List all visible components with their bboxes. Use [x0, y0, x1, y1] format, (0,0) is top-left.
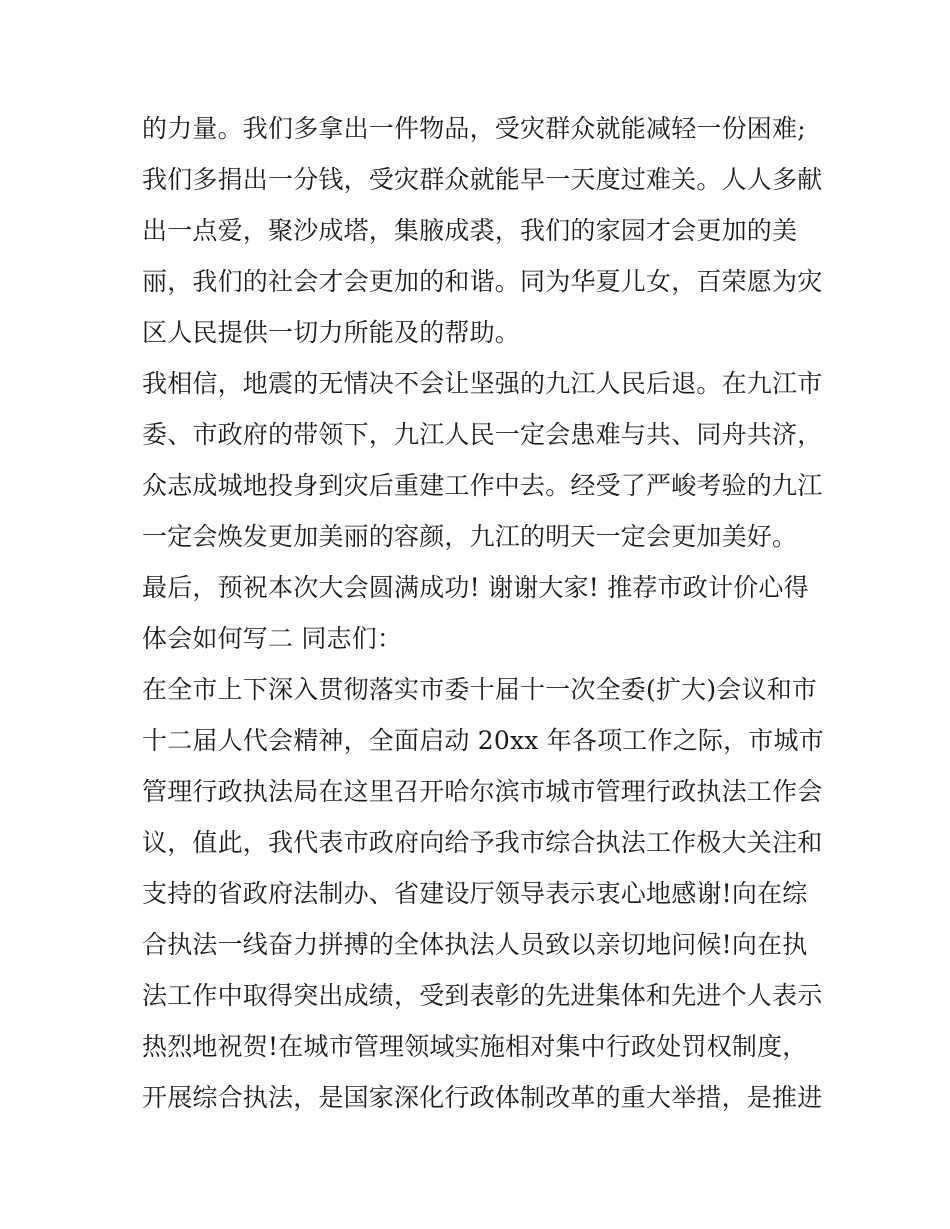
text-line: 丽，我们的社会才会更加的和谐。同为华夏儿女，百荣愿为灾 [142, 267, 823, 296]
text-line: 管理行政执法局在这里召开哈尔滨市城市管理行政执法工作会 [142, 777, 823, 806]
text-line: 一定会焕发更加美丽的容颜，九江的明天一定会更加美好。 [142, 522, 798, 551]
text-line: 法工作中取得突出成绩，受到表彰的先进集体和先进个人表示 [142, 981, 823, 1010]
text-line: 的力量。我们多拿出一件物品，受灾群众就能减轻一份困难; [142, 114, 806, 143]
text-line: 合执法一线奋力拼搏的全体执法人员致以亲切地问候!向在执 [142, 930, 808, 959]
text-line: 众志成城地投身到灾后重建工作中去。经受了严峻考验的九江 [142, 471, 823, 500]
text-line: 我们多捐出一分钱，受灾群众就能早一天度过难关。人人多献 [142, 165, 823, 194]
text-line: 体会如何写二 同志们： [142, 624, 403, 653]
text-line: 委、市政府的带领下，九江人民一定会患难与共、同舟共济， [142, 420, 823, 449]
text-line: 在全市上下深入贯彻落实市委十届十一次全委(扩大)会议和市 [142, 675, 818, 704]
text-line: 十二届人代会精神，全面启动 20xx 年各项工作之际，市城市 [142, 726, 824, 755]
text-line: 最后，预祝本次大会圆满成功! 谢谢大家! 推荐市政计价心得 [142, 573, 809, 602]
text-line: 支持的省政府法制办、省建设厅领导表示衷心地感谢!向在综 [142, 879, 808, 908]
text-line: 区人民提供一切力所能及的帮助。 [142, 318, 521, 347]
text-line: 出一点爱，聚沙成塔，集腋成裘，我们的家园才会更加的美 [142, 216, 798, 245]
text-line: 开展综合执法，是国家深化行政体制改革的重大举措，是推进 [142, 1083, 823, 1112]
text-line: 热烈地祝贺!在城市管理领域实施相对集中行政处罚权制度， [142, 1032, 808, 1061]
text-line: 议，值此，我代表市政府向给予我市综合执法工作极大关注和 [142, 828, 823, 857]
document-body [142, 103, 842, 1123]
text-line: 我相信，地震的无情决不会让坚强的九江人民后退。在九江市 [142, 369, 823, 398]
